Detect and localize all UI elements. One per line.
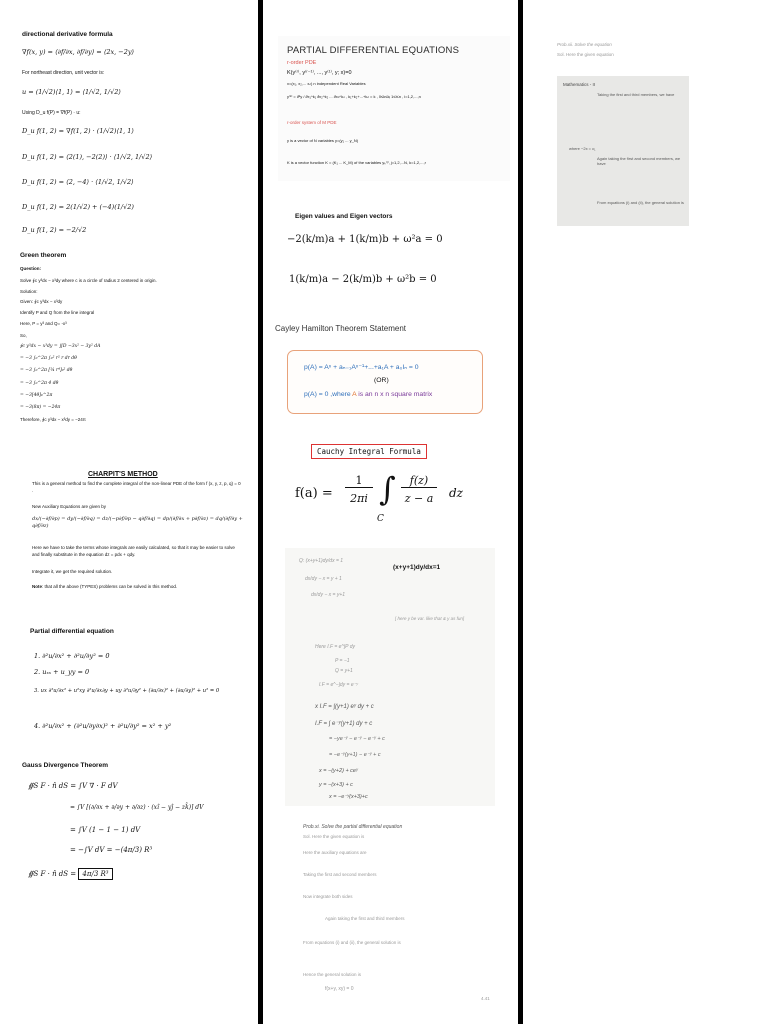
dd-step-2: D_u f(1, 2) = ⟨2(1), −2(2)⟩ · ⟨1/√2, 1/√2⟩ bbox=[22, 153, 153, 161]
direction-text: For northeast direction, unit vector is: bbox=[22, 70, 105, 76]
scan-page-number: 4.41 bbox=[481, 996, 490, 1001]
scanned-textbook-photo bbox=[557, 76, 689, 226]
green-step-1: ∮c y³dx − x³dy = ∬D −3x² − 3y² dA bbox=[20, 344, 101, 349]
pde-eq-1: K(y⁽ʳ⁾, y⁽ʳ⁻¹⁾, ..., y⁽¹⁾, y; x)=0 bbox=[287, 70, 352, 76]
cauchy-formula bbox=[293, 470, 503, 530]
hand-line-10: I.F = ∫ e⁻ʸ(y+1) dy + c bbox=[315, 721, 373, 727]
cauchy-rhs-numerator: f(z) bbox=[401, 474, 437, 488]
gradient-formula: ∇f(x, y) = ⟨∂f/∂x, ∂f/∂y⟩ = ⟨2x, −2y⟩ bbox=[22, 48, 135, 56]
gauss-line-4: = −∫V dV = −(4π/3) R³ bbox=[70, 846, 153, 854]
green-so: So, bbox=[20, 333, 27, 338]
scan-line-3: Now integrate both sides bbox=[303, 894, 353, 899]
hand-line-11: = −ye⁻ʸ − e⁻ʸ − e⁻ʸ + c bbox=[329, 736, 385, 742]
charpit-note bbox=[32, 584, 242, 591]
gauss-result-box: 4π/3 R³ bbox=[78, 868, 112, 880]
green-step-2: = −3 ∫₀^2π ∫₀² r² r dr dθ bbox=[20, 356, 77, 361]
pde-heading: PARTIAL DIFFERENTIAL EQUATIONS bbox=[287, 45, 460, 56]
cauchy-dz: dz bbox=[449, 486, 464, 500]
note-text: : that all the above (TYPES) problems can be solved in this method. bbox=[42, 584, 178, 589]
dd-step-1: D_u f(1, 2) = ∇f(1, 2) · (1/√2)⟨1, 1⟩ bbox=[22, 127, 134, 135]
right-column bbox=[523, 0, 768, 1024]
cayley-line-2-start: p(A) = 0 ,where bbox=[304, 391, 353, 398]
dd-step-4: D_u f(1, 2) = 2(1/√2) + (−4)(1/√2) bbox=[22, 203, 134, 211]
middle-column bbox=[263, 0, 518, 1024]
handwritten-question: (x+y+1)dy/dx=1 bbox=[393, 564, 441, 571]
directional-derivative-title: directional derivative formula bbox=[22, 31, 113, 38]
handwritten-notes-photo bbox=[285, 548, 495, 806]
scan-line-5: From equations (i) and (ii), the general solution is bbox=[303, 940, 401, 945]
green-here: Here, P = y³ and Q= -x³ bbox=[20, 321, 67, 326]
using-formula: Using D_u f(P) = ∇f(P) · u: bbox=[22, 110, 81, 116]
cayley-polynomial: p(A) = Aⁿ + aₙ₋₁Aⁿ⁻¹+...+a₁A + a₀Iₙ = 0 bbox=[304, 364, 419, 371]
dd-step-3: D_u f(1, 2) = ⟨2, −4⟩ · ⟨1/√2, 1/√2⟩ bbox=[22, 178, 134, 186]
pde-example-3: 3. ux ∂²u/∂x² + u²xy ∂²u/∂x∂y + uy ∂²u/∂y² + (∂u/∂x)² + (∂u/∂y)² + u² = 0 bbox=[34, 688, 220, 694]
gauss-line-2: = ∫V [(∂/∂x + ∂/∂y + ∂/∂z) · (xî − yĵ − zk̂)] dV bbox=[70, 804, 204, 811]
hand-line-12: = −e⁻ʸ(y+1) − e⁻ʸ + c bbox=[329, 752, 381, 758]
pde-eq-4: y is a vector of N variables y=(y₁ ... y_N) bbox=[287, 138, 359, 143]
charpit-paragraph: Here we have to take the terms whose integrals are easily calculated, so that it may be easier to solve and finally substitute in the equation dz = pdx + qdy. bbox=[32, 545, 235, 557]
hand-line-5: Here I.F = e^∫P dy bbox=[315, 644, 355, 650]
cayley-or: (OR) bbox=[374, 377, 389, 384]
gauss-line-3: = ∫V (1 − 1 − 1) dV bbox=[70, 826, 141, 834]
solution-label: Solution: bbox=[20, 289, 38, 294]
hand-line-1: Q: (x+y+1)dy/dx = 1 bbox=[299, 558, 344, 564]
hand-line-9: x I.F = ∫(y+1) eʸ dy + c bbox=[315, 704, 374, 710]
charpit-aux-equations: dx/(−∂f/∂p) = dy/(−∂f/∂q) = dz/(−p∂f/∂p − q∂f/∂q) = dp/(∂f/∂x + p∂f/∂z) = dq/(∂f/∂y + q∂f/∂z) bbox=[32, 516, 243, 530]
scan-line-7: f(x+y, xy) = 0 bbox=[325, 986, 354, 992]
scan-line-1: Here the auxiliary equations are bbox=[303, 850, 367, 855]
scan-right-line-1: Taking the first and third members, we have bbox=[597, 92, 675, 97]
integral-sign: ∫ bbox=[379, 470, 396, 508]
scanned-page-bottom bbox=[285, 820, 510, 1010]
pde-example-4: 4. ∂²u/∂x² + (∂²u/∂y∂x)² + ∂²u/∂y² = x² + y² bbox=[34, 722, 172, 730]
pde-examples-title: Partial differential equation bbox=[30, 628, 114, 635]
pde-image bbox=[278, 36, 510, 181]
cauchy-title: Cauchy Integral Formula bbox=[311, 444, 427, 459]
gauss-title: Gauss Divergence Theorem bbox=[22, 762, 108, 769]
eigen-equation-2: 1(k/m)a − 2(k/m)b + ω²b = 0 bbox=[289, 274, 437, 285]
cauchy-lhs: f(a) = bbox=[295, 486, 333, 501]
cayley-title: Cayley Hamilton Theorem Statement bbox=[275, 324, 407, 333]
green-given: Given: ∮c y³dx − x³dy bbox=[20, 299, 63, 304]
note-label: Note bbox=[32, 584, 42, 589]
hand-line-2: dx/dy − x = y + 1 bbox=[305, 576, 342, 582]
charpit-aux-text: New Auxiliary Equations are given by bbox=[32, 504, 107, 509]
charpit-integrate: Integrate it, we get the required solution. bbox=[32, 569, 113, 574]
cayley-statement-box bbox=[287, 350, 483, 414]
cayley-line-2-end: is an n x n square matrix bbox=[356, 391, 433, 398]
charpit-title: CHARPIT'S METHOD bbox=[88, 471, 158, 478]
pde-example-1: 1. ∂²u/∂x² + ∂²u/∂y² = 0 bbox=[34, 652, 110, 660]
scan-right-line-4: From equations (i) and (ii), the general solution is bbox=[597, 200, 684, 205]
green-theorem-title: Green theorem bbox=[20, 252, 67, 259]
r-order-system-label: r-order system of M PDE bbox=[287, 120, 337, 125]
eigen-title: Eigen values and Eigen vectors bbox=[295, 213, 393, 220]
scan-line-2: Taking the first and second members bbox=[303, 872, 377, 877]
charpit-intro: This is a general method to find the complete integral of the non-linear PDE of the form f (x, y, z, p, q) = 0 . bbox=[32, 481, 241, 493]
green-step-4: = −3 ∫₀^2π 4 dθ bbox=[20, 381, 59, 386]
scan-sol-right: Sol. Here the given equation bbox=[557, 52, 614, 57]
pde-eq-3: y⁽ᵏ⁾ = ∂ᵏy / ∂x₁^k₁ ∂x₂^k₂ ... ∂xₙ^kₙ , k₁+k₂+...+kₙ = k , 0≤k≤kᵢ 1≤i≤n , i=1,2,...,n bbox=[287, 94, 421, 99]
hand-line-15: x = −e⁻ʸ(x+3)+c bbox=[329, 794, 368, 800]
eigen-equation-1: −2(k/m)a + 1(k/m)b + ω²a = 0 bbox=[287, 234, 443, 245]
cayley-line-1 bbox=[304, 363, 419, 371]
gauss-line-1: ∯S F · n̂ dS = ∫V ∇ · F dV bbox=[28, 782, 118, 790]
cauchy-frac-denominator: 2πi bbox=[350, 492, 368, 505]
hand-line-3: dx/dy − x = y+1 bbox=[311, 592, 346, 598]
hand-line-6: P = −1 bbox=[335, 658, 350, 664]
green-identify: Identify P and Q from the line integral bbox=[20, 310, 95, 315]
scan-title: Prob.xi. Solve the partial differential equation bbox=[303, 824, 403, 830]
pde-example-2: 2. uₓₓ + u_yy = 0 bbox=[34, 668, 90, 676]
scan-line-6: Hence the general solution is bbox=[303, 972, 362, 977]
left-column bbox=[0, 0, 258, 1024]
green-question: Solve ∮c y³dx − x³dy where c is a circle of radius 2 centered in origin. bbox=[20, 278, 157, 283]
green-step-6: = −3(8π) = −24π bbox=[20, 405, 61, 410]
hand-line-4: [ here y be var. like that & y as fun] bbox=[395, 616, 465, 621]
scan-sol: Sol. Here the given equation is bbox=[303, 834, 365, 839]
cauchy-rhs-denominator: z − a bbox=[404, 492, 434, 505]
cayley-matrix-a: A bbox=[352, 391, 357, 398]
hand-line-13: x = −(y+2) + ceʸ bbox=[319, 768, 358, 774]
scan-right-line-2: where −2x = c₁ bbox=[569, 146, 596, 151]
hand-line-7: Q = y+1 bbox=[335, 668, 353, 674]
hand-line-14: y = −(x+3) + c bbox=[319, 782, 353, 788]
r-order-pde-label: r-order PDE bbox=[287, 60, 317, 66]
green-therefore: Therefore, ∮c y³dx − x³dy = −24π bbox=[20, 417, 86, 422]
gauss-result-lhs: ∯S F · n̂ dS = bbox=[28, 870, 77, 878]
gauss-line-5 bbox=[28, 870, 113, 878]
hand-line-8: I.F = e^−∫dy = e⁻ʸ bbox=[319, 682, 358, 688]
question-label: Question: bbox=[20, 266, 41, 271]
contour-label: C bbox=[377, 514, 384, 524]
scan-title-right: Prob.xii. Solve the equation bbox=[557, 42, 612, 47]
scan-header-right: Mathematics - II bbox=[563, 82, 596, 87]
dd-step-5: D_u f(1, 2) = −2/√2 bbox=[22, 226, 87, 234]
cauchy-frac-numerator: 1 bbox=[345, 474, 373, 488]
green-step-3: = −3 ∫₀^2π [¼ r⁴]₀² dθ bbox=[20, 368, 73, 373]
pde-eq-2: x=(x₁, x₂,... xₙ) n independent Real Variables bbox=[287, 81, 366, 86]
scan-right-line-3: Again taking the first and second members, we have bbox=[597, 156, 681, 166]
pde-eq-5: K is a vector function K = (K₁ ... K_M) of the variables yₖ⁽ʲ⁾, j=1,2,...N, k=1,2,...,r bbox=[287, 160, 426, 165]
green-step-5: = −3[4θ]₀^2π bbox=[20, 393, 53, 398]
cayley-line-2 bbox=[304, 391, 432, 398]
unit-vector: u = (1/√2)⟨1, 1⟩ = ⟨1/√2, 1/√2⟩ bbox=[22, 88, 121, 96]
scan-line-4: Again taking the first and third members bbox=[325, 916, 405, 921]
